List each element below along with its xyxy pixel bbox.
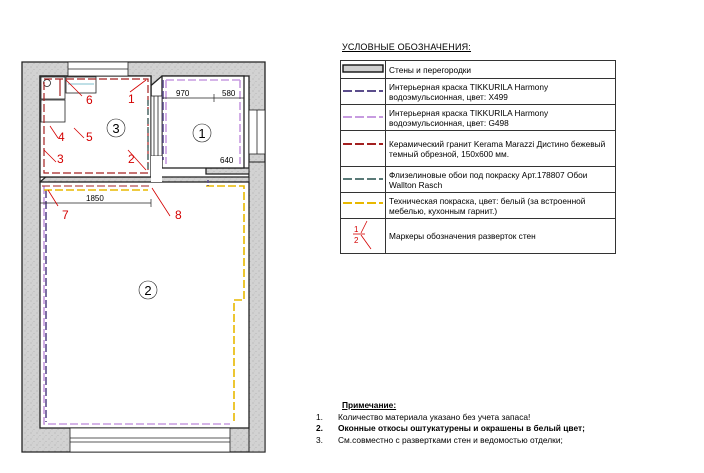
legend-symbol [341,219,386,254]
wall-marker-label: 3 [57,152,64,166]
legend-symbol [341,167,386,193]
legend-text: Маркеры обозначения разверток стен [386,219,616,254]
paint-x499-line-symbol [341,80,385,102]
legend-row [341,193,616,219]
note-number: 3. [316,434,323,445]
legend-text: Техническая покраска, цвет: белый (за встроенной мебелью, кухонным гарнит.) [386,193,616,219]
wall-marker-label: 8 [175,208,182,222]
legend-table [340,60,616,254]
legend-row [341,219,616,254]
room-number: 1 [198,126,206,141]
floor-plan [0,0,340,473]
note-text: См.совместно с развертками стен и ведомостью отделки; [338,434,563,445]
legend-symbol [341,79,386,105]
dimension-label: 1850 [86,194,104,203]
note-item [316,412,585,424]
wall-marker-label: 6 [86,93,93,107]
legend-text: Стены и перегородки [386,61,616,79]
legend-row [341,79,616,105]
wall-marker-label: 1 [128,92,135,106]
dimension-label: 970 [176,89,190,98]
notes-heading: Примечание: [342,400,397,410]
wall-marker-symbol [341,219,385,251]
wall-marker-label: 5 [86,130,93,144]
marker-top-label: 1 [354,225,359,234]
legend-text: Керамический гранит Kerama Marazzi Дистино бежевый темный обрезной, 150х600 мм. [386,131,616,167]
room-number: 3 [112,121,120,136]
legend-symbol [341,131,386,167]
legend-title: УСЛОВНЫЕ ОБОЗНАЧЕНИЯ: [342,42,472,52]
note-item [316,435,585,447]
wall-marker-label: 2 [128,152,135,166]
dimension-label: 580 [222,89,236,98]
technical-paint-line-symbol [341,194,385,216]
legend-text: Флизелиновые обои под покраску Арт.178807 Обои Wallton Rasch [386,167,616,193]
legend-symbol [341,105,386,131]
paint-g498-line-symbol [341,106,385,128]
wall-marker-label: 7 [62,208,69,222]
legend-symbol [341,61,386,79]
note-number: 1. [316,411,323,422]
legend-symbol [341,193,386,219]
note-number: 2. [316,423,323,433]
legend-text: Интерьерная краска TIKKURILA Harmony водоэмульсионная, цвет: G498 [386,105,616,131]
room-number: 2 [144,283,152,298]
dimension-label: 640 [220,156,234,165]
legend-row [341,131,616,167]
wall-marker-label: 4 [58,130,65,144]
legend-row [341,167,616,193]
wall-symbol [341,61,385,76]
notes [316,400,585,446]
legend-row [341,61,616,79]
note-text: Количество материала указано без учета запаса! [338,411,531,422]
legend-row [341,105,616,131]
wallpaper-line-symbol [341,168,385,190]
legend-text: Интерьерная краска TIKKURILA Harmony водоэмульсионная, цвет: X499 [386,79,616,105]
note-item [316,423,585,435]
note-text: Оконные откосы оштукатурены и окрашены в белый цвет; [338,423,585,433]
tile-line-symbol [341,132,385,164]
marker-bottom-label: 2 [354,236,359,245]
room-2-interior [40,182,249,428]
